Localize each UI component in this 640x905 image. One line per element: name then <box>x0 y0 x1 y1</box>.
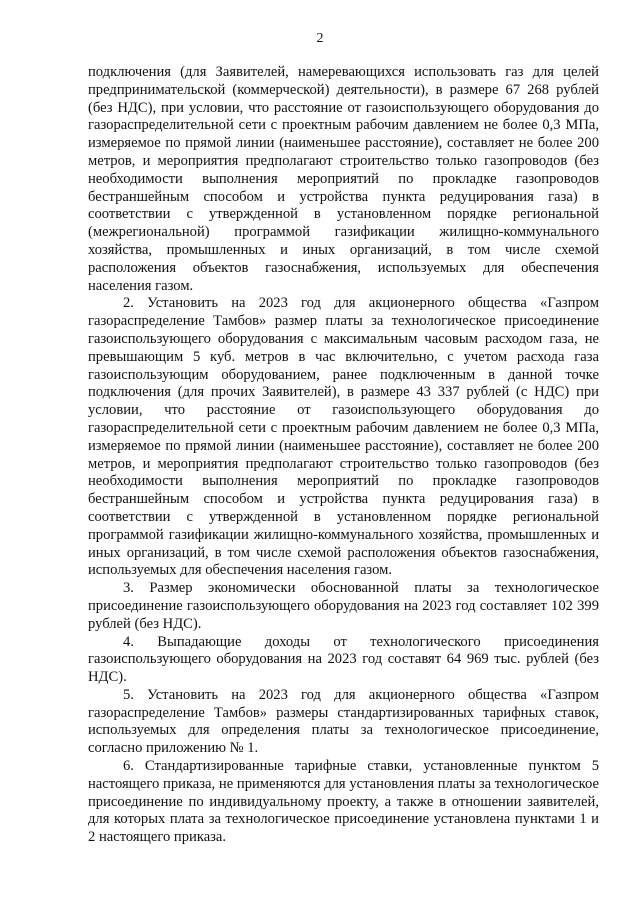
paragraph-4: 4. Выпадающие доходы от технологического присоединения газоиспользующего оборудования на 2023 год составят 64 969 тыс. рублей (без НДС). <box>88 633 599 686</box>
paragraph-3: 3. Размер экономически обоснованной платы за технологическое присоединение газоиспользующего оборудования на 2023 год составляет 102 399 рублей (без НДС). <box>88 580 599 632</box>
page-number: 2 <box>316 31 324 46</box>
document-body <box>88 64 599 847</box>
paragraph-6: 6. Стандартизированные тарифные ставки, установленные пунктом 5 настоящего приказа, не применяются для установления платы за технологическое присоединение по индивидуальному проекту, а также в отношении заявителей, для которых плата за технологическое присоединение установлена пунктами 1 и 2 настоящего приказа. <box>88 758 599 846</box>
paragraph-continuation: подключения (для Заявителей, намеревающихся использовать газ для целей предпринимательской (коммерческой) деятельности), в размере 67 268 рублей (без НДС), при условии, что расстояние от газоиспользующего оборудования до газораспределительной сети с проектным рабочим давлением не более 0,3 МПа, измеряемое по прямой линии (наименьшее расстояние), составляет не более 200 метров, и мероприятия предполагают строительство только газопроводов (без необходимости выполнения мероприятий по прокладке газопроводов бестраншейным способом и устройства пункта редуцирования газа) в соответствии с утвержденной в установленном порядке региональной (межрегиональной) программой газификации жилищно-коммунального хозяйства, промышленных и иных организаций, в том числе схемой расположения объектов газоснабжения, используемых для обеспечения населения газом. <box>88 64 599 294</box>
paragraph-5: 5. Установить на 2023 год для акционерного общества «Газпром газораспределение Тамбов» размеры стандартизированных тарифных ставок, используемых для определения платы за технологическое присоединение, согласно приложению № 1. <box>88 686 599 757</box>
paragraph-2: 2. Установить на 2023 год для акционерного общества «Газпром газораспределение Тамбов» размер платы за технологическое присоединение газоиспользующего оборудования с максимальным часовым расходом газа, не превышающим 5 куб. метров в час включительно, с учетом расхода газа газоиспользующим оборудованием, ранее подключенным в данной точке подключения (для прочих Заявителей), в размере 43 337 рублей (с НДС) при условии, что расстояние от газоиспользующего оборудования до газораспределительной сети с проектным рабочим давлением не более 0,3 МПа, измеряемое по прямой линии (наименьшее расстояние), составляет не более 200 метров, и мероприятия предполагают строительство только газопроводов (без необходимости выполнения мероприятий по прокладке газопроводов бестраншейным способом и устройства пункта редуцирования газа) в соответствии с утвержденной в установленном порядке региональной программой газификации жилищно-коммунального хозяйства, промышленных и иных организаций, в том числе схемой расположения объектов газоснабжения, используемых для обеспечения населения газом. <box>88 295 599 579</box>
